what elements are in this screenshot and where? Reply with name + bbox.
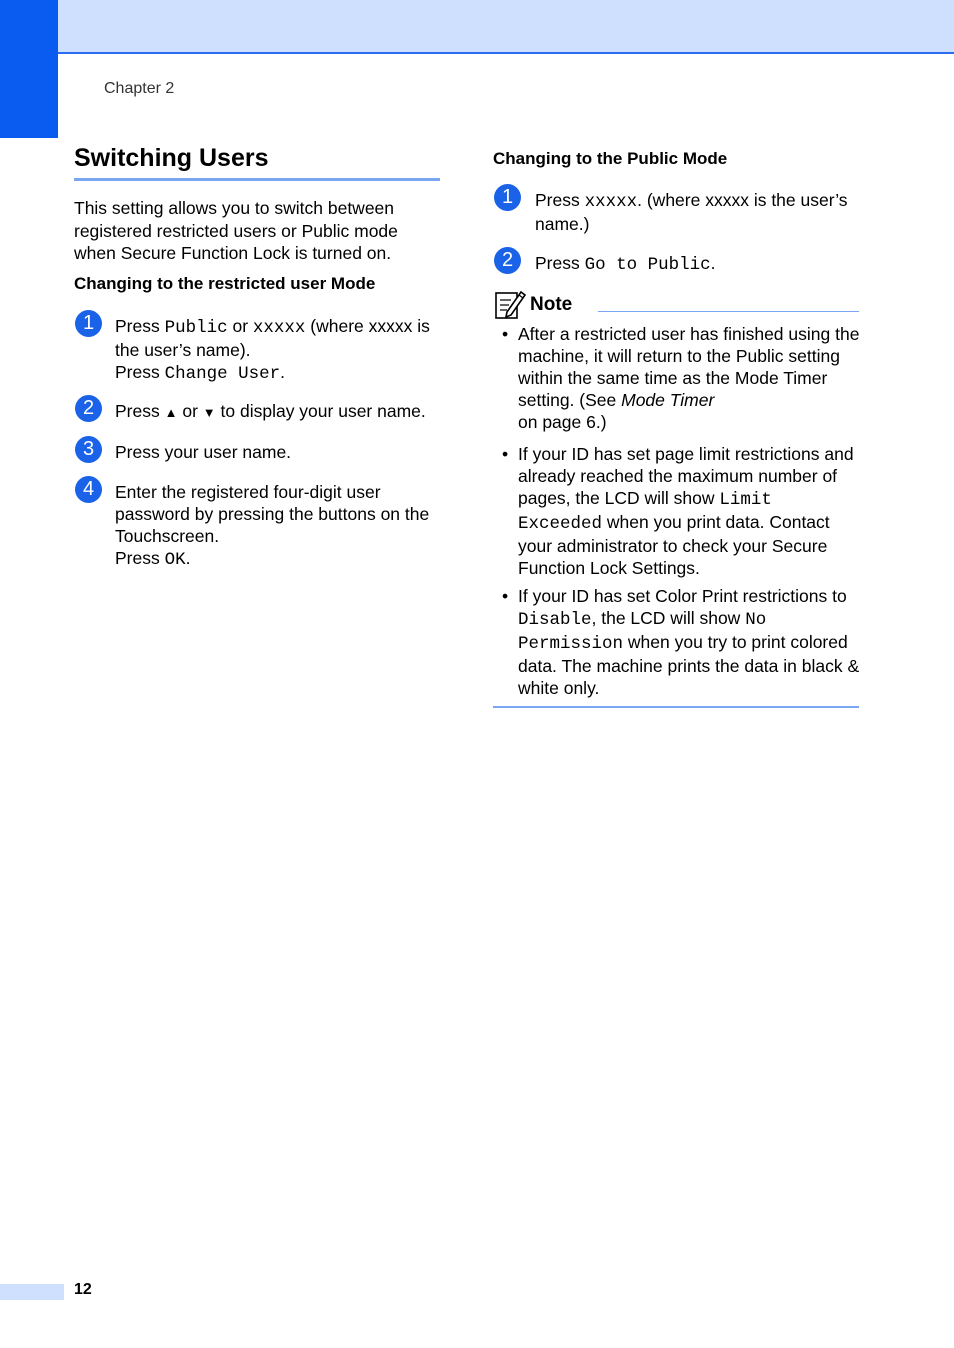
lcd-ok: OK: [164, 550, 186, 570]
up-arrow-icon: ▲: [164, 405, 178, 420]
lcd-go-to-public: Go to Public: [584, 255, 711, 275]
down-arrow-icon: ▼: [202, 405, 216, 420]
text: or: [227, 316, 253, 336]
page-number: 12: [74, 1281, 92, 1298]
lcd-limit-exceeded: Limit Exceeded: [518, 490, 772, 534]
step-number-2: 2: [494, 247, 521, 274]
text: If your ID has set Color Print restrictions to: [518, 586, 847, 606]
text: .: [185, 548, 191, 568]
note-pencil-icon: [494, 288, 526, 320]
text: or: [177, 401, 203, 421]
text: Press: [115, 401, 165, 421]
restricted-mode-heading: Changing to the restricted user Mode: [74, 274, 376, 293]
note-label: Note: [530, 294, 573, 315]
lcd-username: xxxxx: [584, 192, 638, 212]
chapter-tab: [0, 0, 58, 138]
text: If your ID has set page limit restrictions and already reached the maximum number of pages, the LCD will show: [518, 444, 854, 508]
step-line: Enter the registered four-digit user password by pressing the buttons on the Touchscreen.: [115, 482, 430, 546]
note-bullet-1: [502, 323, 860, 433]
lcd-public: Public: [164, 318, 228, 338]
chapter-label: Chapter 2: [104, 80, 175, 97]
step-line: [115, 315, 445, 361]
lcd-disable: Disable: [518, 610, 592, 630]
note-bullet-2: [502, 443, 860, 579]
text: Press: [535, 253, 585, 273]
restricted-step-1: [115, 315, 445, 385]
public-mode-heading: Changing to the Public Mode: [493, 149, 728, 168]
step-number-1: 1: [494, 184, 521, 211]
step-line: [115, 361, 445, 385]
bullet-dot: •: [502, 586, 509, 606]
note-bottom-rule: [493, 706, 859, 708]
lcd-username: xxxxx: [252, 318, 306, 338]
text: After a restricted user has finished using the machine, it will return to the Public setting within the same time as the Mode Timer setting. (See: [518, 324, 860, 410]
bullet-text: [518, 323, 860, 433]
text: to display your user name.: [215, 401, 426, 421]
text: Press: [115, 548, 165, 568]
text: Press: [115, 316, 165, 336]
text: when you print data. Contact your administrator to check your Secure Function Lock Settings.: [518, 512, 830, 578]
footer-band: [0, 1284, 64, 1300]
bullet-text: [518, 443, 860, 579]
bullet-text: [518, 585, 860, 699]
step-number-4: 4: [75, 476, 102, 503]
text: .: [710, 253, 716, 273]
text: on page 6.): [518, 412, 607, 432]
text: . (where xxxxx is the user’s name.): [535, 190, 848, 234]
intro-paragraph: This setting allows you to switch between registered restricted users or Public mode when Secure Function Lock is turned on.: [74, 198, 398, 263]
text: (where xxxxx is the user’s name).: [115, 316, 430, 360]
step-number-3: 3: [75, 436, 102, 463]
lcd-change-user: Change User: [164, 364, 281, 384]
cross-reference: Mode Timer: [621, 390, 715, 410]
restricted-step-2: [115, 400, 445, 424]
header-band: [58, 0, 954, 54]
bullet-dot: •: [502, 324, 509, 344]
text: when you try to print colored data. The machine prints the data in black & white only.: [518, 632, 860, 698]
section-title: Switching Users: [74, 144, 440, 181]
text: Press: [115, 362, 165, 382]
public-step-1: [535, 189, 860, 235]
text: , the LCD will show: [591, 608, 746, 628]
public-step-2: [535, 252, 860, 276]
restricted-step-4: [115, 481, 443, 571]
step-line: [115, 547, 443, 571]
text: .: [280, 362, 286, 382]
lcd-no-permission: No Permission: [518, 610, 767, 654]
note-top-rule: [598, 311, 859, 312]
restricted-step-3: Press your user name.: [115, 442, 292, 462]
step-number-1: 1: [75, 310, 102, 337]
text: Press: [535, 190, 585, 210]
bullet-dot: •: [502, 444, 509, 464]
note-bullet-3: [502, 585, 860, 699]
step-number-2: 2: [75, 395, 102, 422]
